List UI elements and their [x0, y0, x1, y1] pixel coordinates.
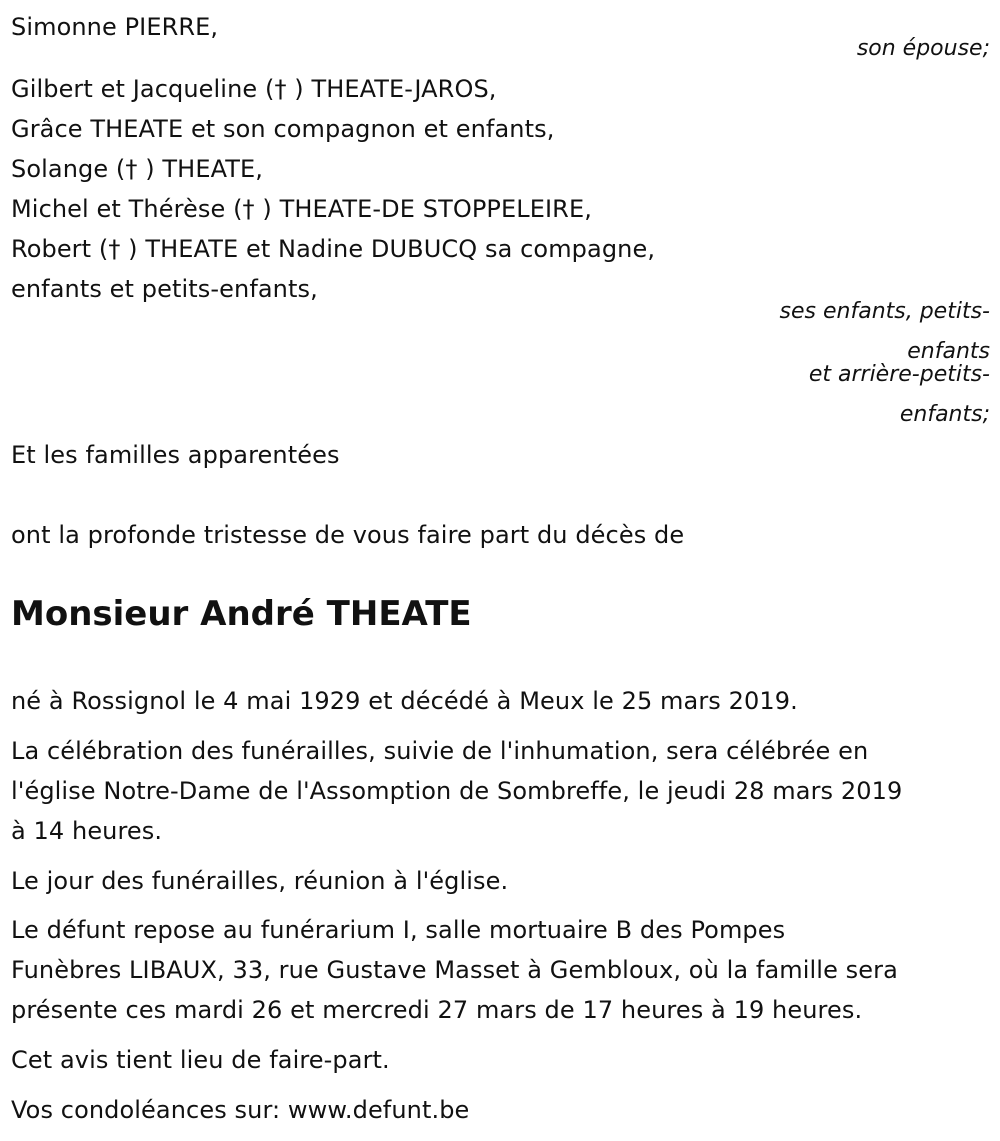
viewing-line-1: Le défunt repose au funérarium I, salle mortuaire B des Pompes: [11, 916, 786, 944]
family-line-3: Solange († ) THEATE,: [11, 155, 263, 183]
birth-death-line: né à Rossignol le 4 mai 1929 et décédé à Meux le 25 mars 2019.: [11, 687, 798, 715]
deceased-name: Monsieur André THEATE: [11, 594, 472, 634]
ceremony-line-1: La célébration des funérailles, suivie de l'inhumation, sera célébrée en: [11, 737, 869, 765]
spouse-role: son épouse;: [856, 36, 990, 61]
children-role-line-2: enfants: [907, 339, 990, 364]
family-line-6: enfants et petits-enfants,: [11, 275, 318, 303]
condolences-line: Vos condoléances sur: www.defunt.be: [11, 1096, 470, 1124]
family-line-4: Michel et Thérèse († ) THEATE-DE STOPPELEIRE,: [11, 195, 592, 223]
spouse-name: Simonne PIERRE,: [11, 13, 219, 41]
family-line-2: Grâce THEATE et son compagnon et enfants,: [11, 115, 555, 143]
children-role-line-4: enfants;: [899, 402, 990, 427]
viewing-line-2: Funèbres LIBAUX, 33, rue Gustave Masset à Gembloux, où la famille sera: [11, 956, 898, 984]
ceremony-line-2: l'église Notre-Dame de l'Assomption de Sombreffe, le jeudi 28 mars 2019: [11, 777, 903, 805]
relatives-line: Et les familles apparentées: [11, 441, 340, 469]
family-line-1: Gilbert et Jacqueline († ) THEATE-JAROS,: [11, 75, 497, 103]
family-line-5: Robert († ) THEATE et Nadine DUBUCQ sa compagne,: [11, 235, 656, 263]
children-role-line-1: ses enfants, petits-: [779, 299, 990, 324]
children-role-line-3: et arrière-petits-: [808, 362, 990, 387]
meeting-line: Le jour des funérailles, réunion à l'église.: [11, 867, 509, 895]
ceremony-line-3: à 14 heures.: [11, 817, 163, 845]
viewing-line-3: présente ces mardi 26 et mercredi 27 mars de 17 heures à 19 heures.: [11, 996, 863, 1024]
notice-line: Cet avis tient lieu de faire-part.: [11, 1046, 390, 1074]
announcement-intro: ont la profonde tristesse de vous faire part du décès de: [11, 521, 685, 549]
